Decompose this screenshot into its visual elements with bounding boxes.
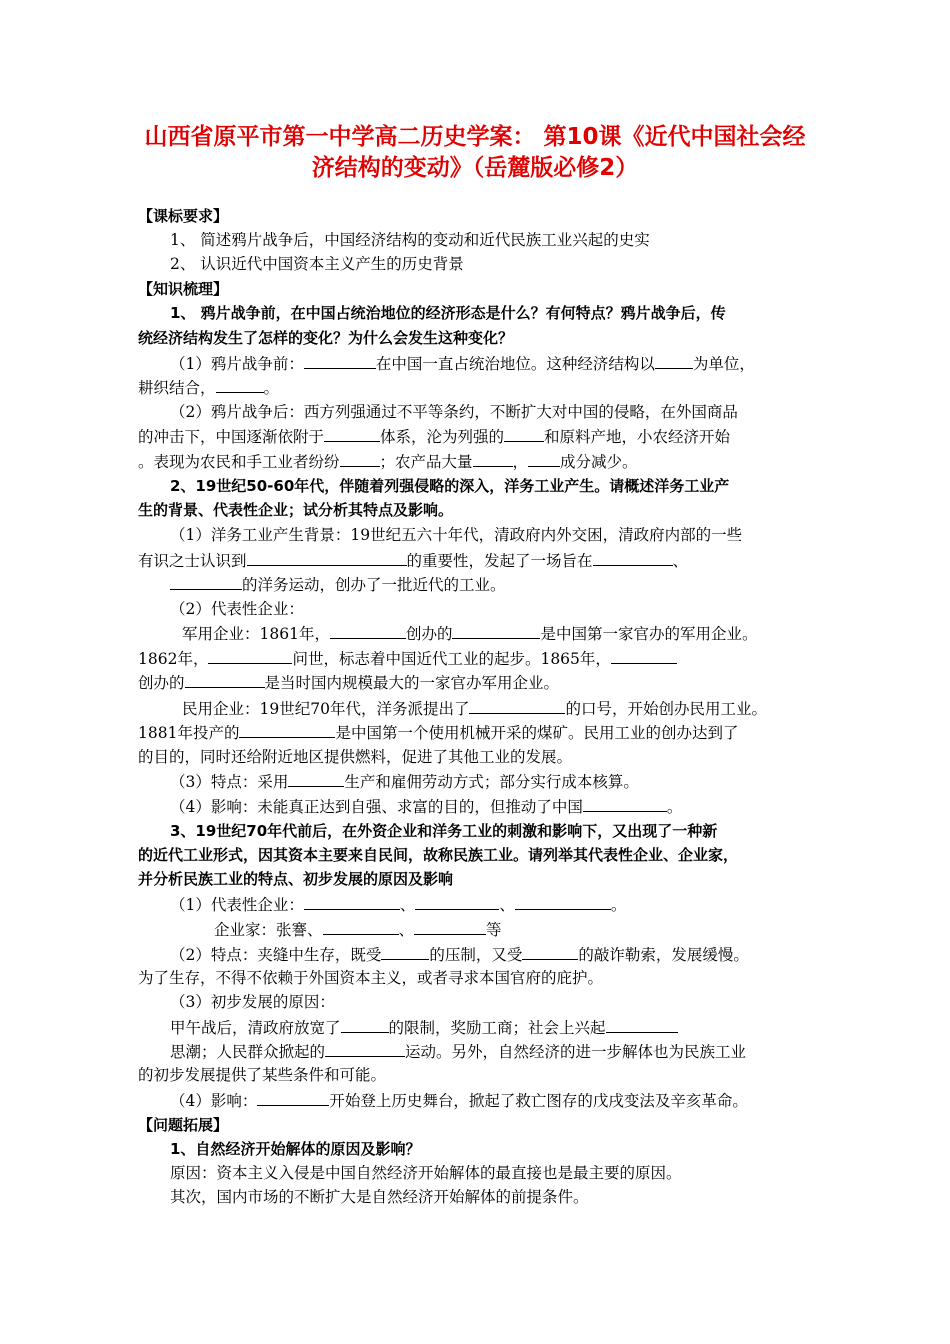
text-line [170,1016,678,1039]
fill-in-blank[interactable] [381,943,429,960]
text-line [138,967,603,989]
text-line [170,943,749,966]
line-text: 1、 鸦片战争前，在中国占统治地位的经济形态是什么？有何特点？鸦片战争后，传 [170,304,726,322]
line-text: 是中国第一家官办的军用企业。 [540,625,758,643]
text-line [182,622,757,645]
fill-in-blank[interactable] [257,1089,329,1106]
text-line [170,1138,420,1160]
line-text: 、 [399,896,416,914]
fill-in-blank[interactable] [247,549,407,566]
text-line [138,450,638,473]
line-text: 的冲击下，中国逐渐依附于 [138,428,325,446]
line-text: 问世，标志着中国近代工业的起步。1865年， [292,650,611,668]
fill-in-blank[interactable] [304,893,400,910]
line-text: 、 [499,896,515,914]
line-text: ；农产品大量 [379,453,473,471]
fill-in-blank[interactable] [330,622,406,639]
line-text: 。 [610,896,627,914]
line-text: 的口号，开始创办民用工业。 [565,700,767,718]
fill-in-blank[interactable] [324,425,380,442]
line-text: 等 [486,921,502,939]
line-text: 是当时国内规模最大的一家官办军用企业。 [264,674,560,692]
line-text: （4）影响：未能真正达到自强、求富的目的，但推动了中国 [170,798,583,816]
fill-in-blank[interactable] [239,721,335,738]
line-text: 生的背景、代表性企业；试分析其特点及影响。 [138,501,454,519]
fill-in-blank[interactable] [593,549,673,566]
fill-in-blank[interactable] [341,1016,389,1033]
text-line [138,205,228,227]
line-text: （2）鸦片战争后：西方列强通过不平等条约，不断扩大对中国的侵略，在外国商品 [170,403,738,421]
line-text: 思潮；人民群众掀起的 [170,1043,326,1061]
line-text: 并分析民族工业的特点、初步发展的原因及影响 [138,870,454,888]
fill-in-blank[interactable] [611,647,677,664]
text-line [170,524,742,546]
fill-in-blank[interactable] [504,425,544,442]
text-line [138,1064,386,1086]
fill-in-blank[interactable] [606,1016,678,1033]
text-line [138,425,730,448]
line-text: ， [512,453,529,471]
fill-in-blank[interactable] [473,450,513,467]
text-line [138,721,738,744]
line-text: 的近代工业形式，因其资本主要来自民间，故称民族工业。请列举其代表性企业、企业家， [138,846,739,864]
fill-in-blank[interactable] [340,450,380,467]
line-text: 1、自然经济开始解体的原因及影响？ [170,1140,421,1158]
line-text: 为单位， [692,355,755,373]
line-text: 耕织结合， [138,379,216,397]
line-text: 2、19世纪50-60年代，伴随着列强侵略的深入，洋务工业产生。请概述洋务工业产 [170,477,730,495]
text-line [138,1114,228,1136]
text-line [138,327,513,349]
line-text: 创办的 [138,674,185,692]
line-text: （2）代表性企业： [170,600,304,618]
text-line [138,746,572,768]
text-line [170,1162,682,1184]
line-text: 开始登上历史舞台，掀起了救亡图存的戊戌变法及辛亥革命。 [329,1092,748,1110]
title-line-1: 山西省原平市第一中学高二历史学案： 第10课《近代中国社会经 [144,124,806,150]
line-text: 2、 认识近代中国资本主义产生的历史背景 [170,255,464,273]
text-line [170,229,650,251]
text-line [138,844,738,866]
fill-in-blank[interactable] [208,647,292,664]
line-text: 创办的 [405,625,453,643]
text-line [170,770,639,793]
line-text: 、 [672,552,689,570]
text-line [170,991,335,1013]
text-line [170,795,682,818]
line-text: 1862年， [138,650,209,668]
text-line [170,475,729,497]
text-line [182,697,767,720]
text-line [170,1186,589,1208]
line-text: 企业家：张謇、 [214,921,323,939]
fill-in-blank[interactable] [452,622,540,639]
line-text: （3）特点：采用 [170,773,289,791]
text-line [170,1089,748,1112]
text-line [138,647,677,670]
text-line [170,302,726,324]
line-text: 其次，国内市场的不断扩大是自然经济开始解体的前提条件。 [170,1188,589,1206]
line-text: 1、 简述鸦片战争后，中国经济结构的变动和近代民族工业兴起的史实 [170,231,650,249]
line-text: 的敲诈勒索，发展缓慢。 [578,946,749,964]
text-line [138,671,559,694]
fill-in-blank[interactable] [583,795,667,812]
fill-in-blank[interactable] [522,943,578,960]
text-line [170,352,755,375]
line-text: 【知识梳理】 [138,280,229,298]
line-text: 和原料产地，小农经济开始 [544,428,731,446]
text-line [170,1040,746,1063]
line-text: （1）鸦片战争前： [170,355,304,373]
text-line [170,401,738,423]
text-line [170,820,717,842]
line-text: （2）特点：夹缝中生存，既受 [170,946,382,964]
line-text: 成分减少。 [560,453,638,471]
line-text: 的重要性，发起了一场旨在 [406,552,593,570]
text-line [170,598,304,620]
text-line [214,918,502,941]
line-text: 运动。另外，自然经济的进一步解体也为民族工业 [405,1043,747,1061]
text-line [170,253,464,275]
line-text: 1881年投产的 [138,724,240,742]
text-line [138,549,688,572]
line-text: 3、19世纪70年代前后，在外资企业和洋务工业的刺激和影响下，又出现了一种新 [170,822,718,840]
line-text: （1）代表性企业： [170,896,304,914]
line-text: 生产和雇佣劳动方式；部分实行成本核算。 [344,773,639,791]
text-line [170,893,626,916]
line-text: 体系，沦为列强的 [380,428,505,446]
document-title [100,122,850,184]
line-text: 【问题拓展】 [138,1116,229,1134]
line-text: 。 [263,379,280,397]
fill-in-blank[interactable] [288,770,344,787]
line-text: 原因：资本主义入侵是中国自然经济开始解体的最直接也是最主要的原因。 [170,1164,682,1182]
text-line [138,376,279,399]
line-text: 的初步发展提供了某些条件和可能。 [138,1066,387,1084]
line-text: 在中国一直占统治地位。这种经济结构以 [375,355,655,373]
title-line-2: 济结构的变动》（岳麓版必修2） [311,155,639,181]
fill-in-blank[interactable] [185,671,265,688]
text-line [138,278,228,300]
fill-in-blank[interactable] [469,697,565,714]
fill-in-blank[interactable] [216,376,264,393]
fill-in-blank[interactable] [414,918,486,935]
line-text: 。 [666,798,683,816]
line-text: （3）初步发展的原因： [170,993,335,1011]
line-text: 有识之士认识到 [138,552,247,570]
line-text: 。表现为农民和手工业者纷纷 [138,453,340,471]
fill-in-blank[interactable] [655,352,693,369]
line-text: 军用企业：1861年， [182,625,330,643]
line-text: 、 [398,921,415,939]
fill-in-blank[interactable] [515,893,611,910]
fill-in-blank[interactable] [528,450,560,467]
fill-in-blank[interactable] [170,573,242,590]
line-text: 【课标要求】 [138,207,229,225]
fill-in-blank[interactable] [325,1040,405,1057]
line-text: 的洋务运动，创办了一批近代的工业。 [242,576,506,594]
text-line [138,868,453,890]
fill-in-blank[interactable] [323,918,399,935]
line-text: 统经济结构发生了怎样的变化？为什么会发生这种变化？ [138,329,514,347]
fill-in-blank[interactable] [415,893,499,910]
text-line [138,499,453,521]
line-text: 是中国第一个使用机械开采的煤矿。民用工业的创办达到了 [335,724,739,742]
line-text: 的限制，奖励工商；社会上兴起 [388,1019,606,1037]
line-text: 民用企业：19世纪70年代，洋务派提出了 [182,700,470,718]
line-text: （1）洋务工业产生背景：19世纪五六十年代，清政府内外交困，清政府内部的一些 [170,526,743,544]
line-text: 甲午战后，清政府放宽了 [170,1019,341,1037]
fill-in-blank[interactable] [304,352,376,369]
line-text: （4）影响： [170,1092,258,1110]
line-text: 的目的，同时还给附近地区提供燃料，促进了其他工业的发展。 [138,748,573,766]
line-text: 为了生存，不得不依赖于外国资本主义，或者寻求本国官府的庇护。 [138,969,604,987]
text-line [170,573,506,596]
line-text: 的压制，又受 [429,946,523,964]
